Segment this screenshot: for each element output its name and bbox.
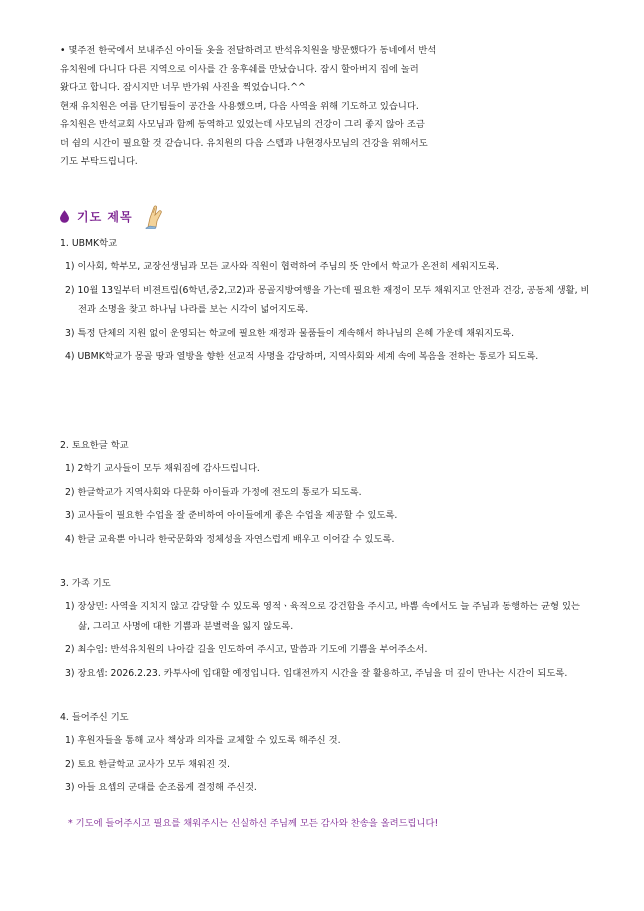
prayer-item: 4) 한글 교육뿐 아니라 한국문화와 정체성을 자연스럽게 배우고 이어갈 수 있도록. (65, 533, 395, 545)
prayer-item: 2) 토요 한글학교 교사가 모두 채워진 것. (65, 758, 230, 770)
intro-line: 유치원에 다니다 다른 지역으로 이사를 간 웅후쉐를 만났습니다. 잠시 할아버지 집에 놀러 (60, 63, 419, 75)
intro-line: 현재 유치원은 여름 단기팀들이 공간을 사용했으며, 다음 사역을 위해 기도하고 있습니다. (60, 100, 419, 112)
section-saturday-korean-school (60, 438, 590, 553)
prayer-item: 1) 이사회, 학부모, 교장선생님과 모든 교사와 직원이 협력하여 주님의 뜻 안에서 학교가 온전히 세워지도록. (65, 261, 500, 272)
intro-line: 왔다고 합니다. 잠시지만 너무 반가워 사진을 찍었습니다.^^ (60, 82, 306, 93)
prayer-item: 1) 후원자들을 통해 교사 책상과 의자를 교체할 수 있도록 해주신 것. (65, 735, 341, 746)
praying-hands-icon (141, 203, 167, 229)
intro-line: 유치원은 반석교회 사모님과 함께 동역하고 있었는데 사모님의 건강이 그리 좋지 않아 조금 (60, 119, 425, 130)
intro-line: 더 쉼의 시간이 필요할 것 같습니다. 유치원의 다음 스텝과 나현경사모님의 건강을 위해서도 (60, 137, 428, 149)
prayer-topics-heading (60, 203, 167, 229)
prayer-item: 2) 한글학교가 지역사회와 다문화 아이들과 가정에 전도의 통로가 되도록. (65, 486, 362, 498)
section-title: 4. 들어주신 기도 (60, 712, 129, 723)
prayer-item: 3) 아들 요셉의 군대를 순조롭게 결정해 주신것. (65, 782, 257, 793)
section-ubmk-school (60, 236, 590, 371)
intro-line: 기도 부탁드립니다. (60, 156, 138, 167)
prayer-item: 1) 장상민: 사역을 지치지 않고 감당할 수 있도록 영적ㆍ육적으로 강건함을 주시고, 바쁨 속에서도 늘 주님과 동행하는 균형 있는 삶, 그리고 사명에 대한 기쁨과 분별력을 잃지 않도록. (65, 601, 580, 632)
section-answered-prayers (60, 710, 590, 802)
prayer-item: 3) 특정 단체의 지원 없이 운영되는 학교에 필요한 재정과 물품들이 계속해서 하나님의 은혜 가운데 채워지도록. (65, 327, 515, 339)
prayer-item: 1) 2학기 교사들이 모두 채워짐에 감사드립니다. (65, 463, 260, 474)
prayer-item: 2) 10월 13일부터 비젼트립(6학년,중2,고2)과 몽골지방여행을 가는데 필요한 재정이 모두 채워지고 안전과 건강, 공동체 생활, 비전과 소명을 찾고 하나님 나라를 보는 시각이 넓어지도록. (65, 284, 590, 315)
section-title: 2. 토요한글 학교 (60, 440, 129, 451)
intro-line: • 몇주전 한국에서 보내주신 아이들 옷을 전달하려고 반석유치원을 방문했다가 동네에서 반석 (60, 45, 437, 56)
section-family-prayer (60, 576, 590, 687)
closing-thanks: * 기도에 들어주시고 필요를 채워주시는 신실하신 주님께 모든 감사와 찬송을 올려드립니다! (68, 818, 439, 830)
prayer-item: 4) UBMK학교가 몽골 땅과 열방을 향한 선교적 사명을 감당하며, 지역사회와 세계 속에 복음을 전하는 통로가 되도록. (65, 351, 539, 362)
section-title: 3. 가족 기도 (60, 578, 111, 589)
heading-title: 기도 제목 (77, 209, 133, 224)
prayer-item: 3) 장요셉: 2026.2.23. 카투사에 입대할 예정입니다. 입대전까지 시간을 잘 활용하고, 주님을 더 깊이 만나는 시간이 되도록. (65, 667, 568, 679)
prayer-item: 3) 교사들이 필요한 수업을 잘 준비하여 아이들에게 좋은 수업을 제공할 수 있도록. (65, 510, 398, 521)
section-title: 1. UBMK학교 (60, 238, 118, 249)
prayer-item: 2) 최수임: 반석유치원의 나아갈 길을 인도하여 주시고, 말씀과 기도에 기쁨을 부어주소서. (65, 644, 428, 655)
water-drop-icon (60, 210, 69, 223)
intro-paragraph (60, 42, 590, 172)
